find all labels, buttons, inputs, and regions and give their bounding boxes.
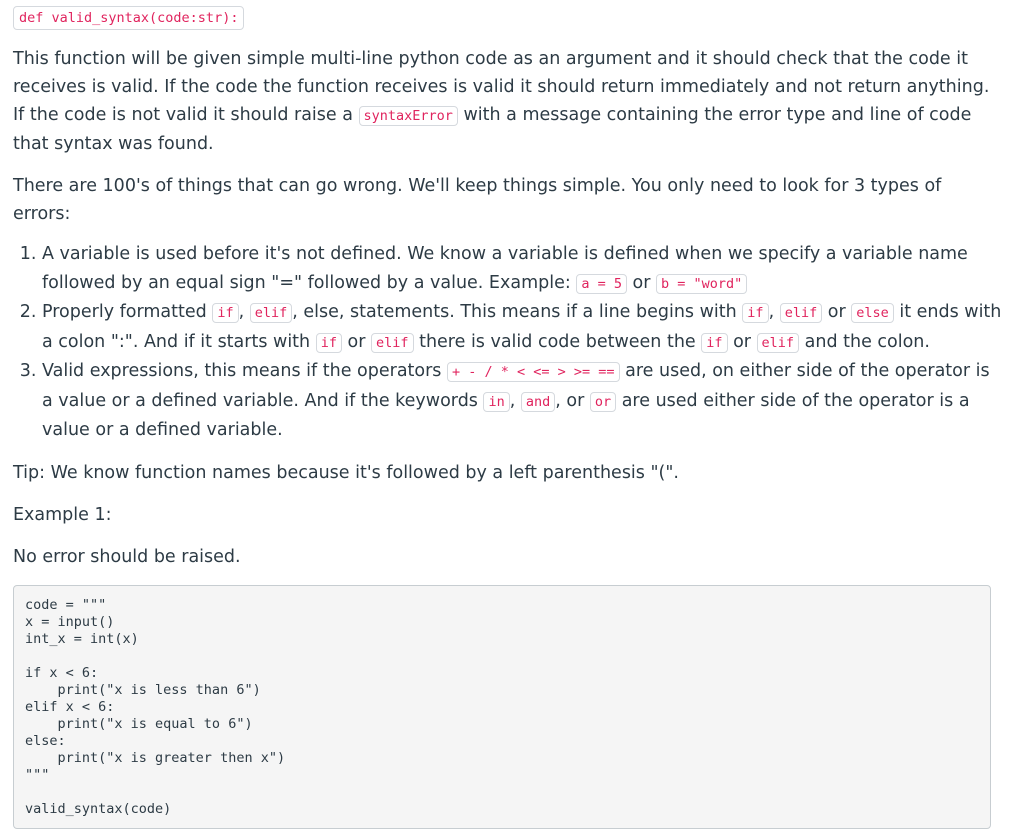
item2-text: it ends with a colon ":". And if it starts with <box>42 302 1002 352</box>
inline-code-example-a: a = 5 <box>576 274 627 294</box>
example-description: No error should be raised. <box>13 546 241 567</box>
inline-code-operators: + - / * < <= > >= == <box>447 362 620 382</box>
item2-text: or <box>727 331 757 352</box>
example-heading: Example 1: <box>13 504 112 525</box>
inline-code-elif: elif <box>371 333 414 353</box>
intro-paragraph <box>13 45 1003 158</box>
item3-text: are used, on either side of the operator is a value or a defined variable. And if the keywords <box>42 361 990 411</box>
tip-paragraph: Tip: We know function names because it's followed by a left parenthesis "(". <box>13 462 679 483</box>
item2-text: , else, statements. This means if a line begins with <box>292 302 743 322</box>
list-item <box>42 357 1003 445</box>
item1-text-2: or <box>626 272 656 293</box>
inline-code-or: or <box>590 392 616 412</box>
intro-text-2: with a message containing the error type and line of code that syntax was found. <box>13 105 972 154</box>
inline-code-elif: elif <box>780 303 823 323</box>
errors-intro-paragraph: There are 100's of things that can go wrong. We'll keep things simple. You only need to look for 3 types of errors: <box>13 176 942 224</box>
assignment-content <box>13 6 1003 829</box>
item1-text-1: A variable is used before it's not defined. We know a variable is defined when we specify a variable name followed by an equal sign "=" followed by a value. Example: <box>42 244 968 293</box>
inline-code-elif: elif <box>757 333 800 353</box>
inline-code-if: if <box>701 333 727 353</box>
inline-code-if: if <box>212 303 238 323</box>
item3-text: Valid expressions, this means if the operators <box>42 361 447 381</box>
inline-code-elif: elif <box>250 303 293 323</box>
inline-code-and: and <box>521 392 555 412</box>
list-item <box>42 298 1003 357</box>
item3-text: , or <box>555 390 590 411</box>
inline-code-example-b: b = "word" <box>656 274 747 294</box>
item2-text: and the colon. <box>799 331 930 352</box>
item2-text: , <box>238 302 250 322</box>
inline-code-if: if <box>316 333 342 353</box>
function-signature: def valid_syntax(code:str): <box>13 6 244 30</box>
item2-text: , <box>768 302 780 322</box>
inline-code-in: in <box>483 392 509 412</box>
item2-text: there is valid code between the <box>413 331 702 352</box>
item3-text: are used either side of the operator is a value or a defined variable. <box>42 390 970 440</box>
error-types-list <box>13 240 1003 445</box>
intro-text-1: This function will be given simple multi-line python code as an argument and it should check that the code it receives is valid. If the code the function receives is valid it should return immediately and not return anything. If the code is not valid it should raise a <box>13 49 990 125</box>
item2-text: or <box>341 331 371 352</box>
item2-text: or <box>822 302 852 322</box>
inline-code-if: if <box>742 303 768 323</box>
inline-code-else: else <box>851 303 894 323</box>
list-item <box>42 240 1003 298</box>
inline-code-syntaxerror: syntaxError <box>359 106 458 126</box>
code-block[interactable]: code = """ x = input() int_x = int(x) if x < 6: print("x is less than 6") elif x < 6: print("x is equal to 6") else: print("x is greater then x") """ valid_syntax(code) <box>13 585 991 829</box>
item2-text: Properly formatted <box>42 302 213 322</box>
item3-text: , <box>509 390 521 411</box>
